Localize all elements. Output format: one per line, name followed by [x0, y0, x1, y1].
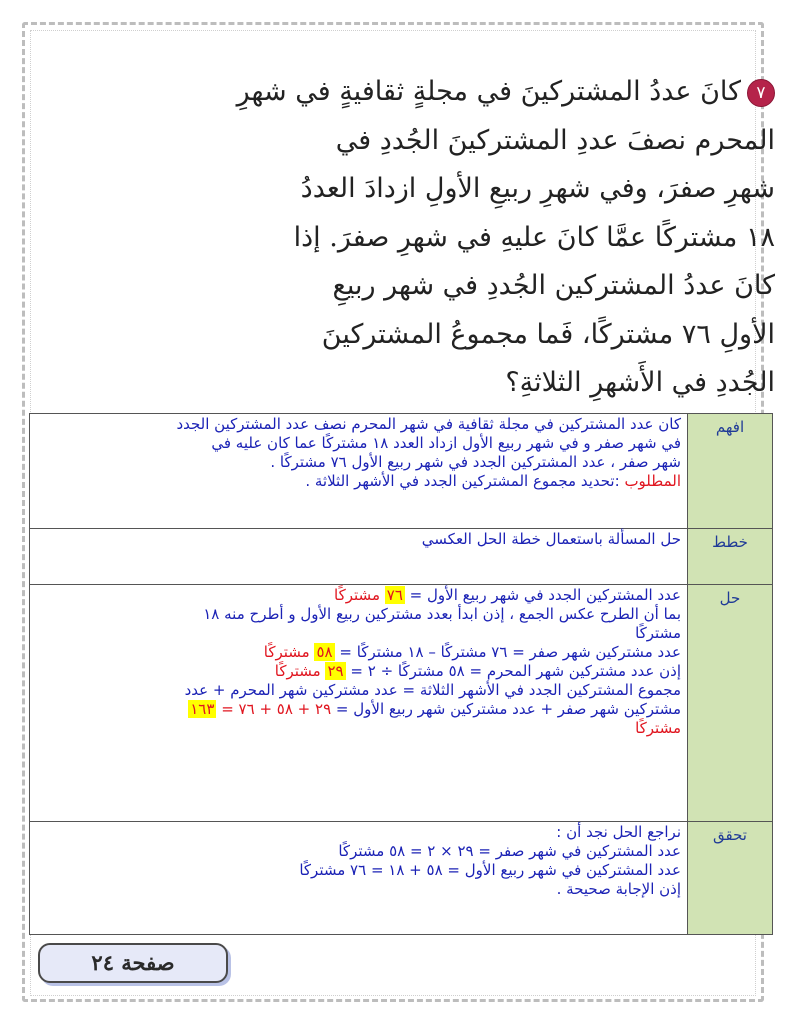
problem-line-6: الأولِ ٧٦ مشتركًا، فَما مجموعُ المشتركينَ [321, 318, 775, 350]
row-understand [30, 414, 773, 529]
solve-line-6: مجموع المشتركين الجدد في الأشهر الثلاثة = عدد مشتركين شهر المحرم + عدد [184, 681, 681, 699]
solve-line-7: مشتركين شهر صفر + عدد مشتركين شهر ربيع الأول = ٢٩ + ٥٨ + ٧٦ = ١٦٣ [190, 700, 681, 718]
problem-line-7: الجُددِ في الأَشهرِ الثلاثةِ؟ [505, 367, 775, 398]
page-number: ٢٤ [91, 950, 114, 975]
problem-number-badge: ٧ [747, 79, 775, 107]
content-check: نراجع الحل نجد أن : عدد المشتركين في شهر صفر = ٢٩ × ٢ = ٥٨ مشتركًا عدد المشتركين في شهر ربيع الأول = ٥٨ + ١٨ = ٧٦ مشتركًا إذن الإجابة صحيحة . [30, 822, 688, 935]
problem-line-1: ٧كانَ عددُ المشتركينَ في مجلةٍ ثقافيةٍ في شهرِ [95, 68, 775, 117]
page-label: صفحة [121, 950, 175, 975]
label-check: تحقق [688, 822, 773, 935]
row-solve [30, 585, 773, 822]
solve-line-1: عدد المشتركين الجدد في شهر ربيع الأول = ٧٦ مشتركًا [334, 586, 681, 604]
row-check [30, 822, 773, 935]
row-plan [30, 529, 773, 585]
problem-line-4: ١٨ مشتركًا عمَّا كانَ عليهِ في شهرِ صفرَ. إذا [293, 221, 775, 253]
label-understand: افهم [688, 414, 773, 529]
solve-line-3: مشتركًا [635, 624, 681, 642]
problem-line-3: شهرِ صفرَ، وفي شهرِ ربيعِ الأولِ ازدادَ العددُ [300, 173, 775, 204]
content-solve [30, 585, 688, 822]
solve-line-5: إذن عدد مشتركين شهر المحرم = ٥٨ مشتركًا ÷ ٢ = ٢٩ مشتركًا [274, 662, 681, 680]
solve-line-4: عدد مشتركين شهر صفر = ٧٦ مشتركًا – ١٨ مشتركًا = ٥٨ مشتركًا [263, 643, 681, 661]
problem-line-5: كانَ عددُ المشتركين الجُددِ في شهر ربيعِ [332, 270, 775, 301]
problem-statement [95, 68, 775, 408]
required-line: المطلوب :تحديد مجموع المشتركين الجدد في الأشهر الثلاثة . [305, 472, 681, 490]
solve-line-2: بما أن الطرح عكس الجمع ، إذن ابدأ بعدد مشتركين ربيع الأول و أطرح منه ١٨ [203, 605, 681, 623]
solve-line-8: مشتركًا [635, 719, 681, 737]
label-plan: خطط [688, 529, 773, 585]
required-label: المطلوب [624, 472, 681, 490]
page-number-badge [38, 943, 228, 983]
label-solve: حل [688, 585, 773, 822]
problem-line-2: المحرم نصفَ عددِ المشتركينَ الجُددِ في [335, 124, 775, 156]
solution-steps-table [29, 413, 773, 935]
content-understand: كان عدد المشتركين في مجلة ثقافية في شهر المحرم نصف عدد المشتركين الجدد في شهر صفر و في شهر ربيع الأول ازداد العدد ١٨ مشتركًا عما كان عليه في شهر صفر ، عدد المشتركين الجدد في شهر ربيع الأول ٧٦ مشتركًا . المطلوب :تحديد مجموع المشتركين الجدد في الأشهر الثلاثة . [30, 414, 688, 529]
content-plan: حل المسألة باستعمال خطة الحل العكسي [30, 529, 688, 585]
